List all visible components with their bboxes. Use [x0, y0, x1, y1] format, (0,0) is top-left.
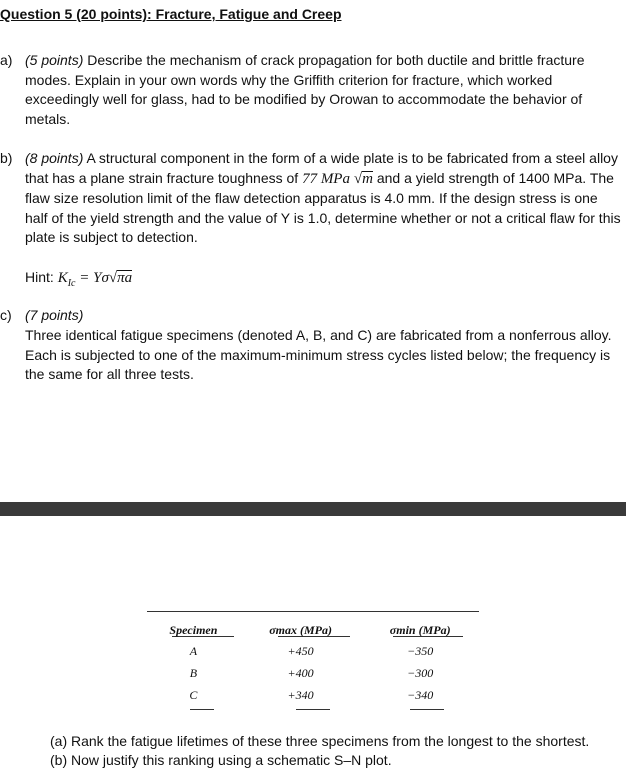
row-underline-max	[296, 709, 330, 710]
toughness-unit: m	[362, 170, 373, 187]
col-header-sigma-min: σmin (MPa)	[389, 623, 451, 637]
stress-table	[147, 611, 479, 706]
cell-sigma-min: −300	[407, 665, 434, 680]
table-row	[147, 684, 479, 706]
toughness-value: 77 MPa	[302, 170, 350, 187]
hint-label: Hint:	[25, 269, 58, 285]
part-a-label: a)	[0, 52, 13, 68]
hint-sqrt: πa	[117, 270, 133, 286]
table-row	[147, 662, 479, 684]
question-justify: (b) Now justify this ranking using a schematic S–N plot.	[50, 752, 392, 768]
part-b-text: (8 points) A structural component in the form of a wide plate is to be fabricated from a steel alloy that has a plane strain fracture toughness of 77 MPa √m and a yield strength of 1400 MPa. The flaw size resolution limit of the flaw detection apparatus is 4.0 mm. If the design stress is one half of the yield strength and the value of Y is 1.0, determine whether or not a critical flaw for this plate is subject to detection.	[25, 150, 621, 246]
hint: Hint: $K_{Ic} = Y\sigma√\pi a$	[25, 269, 133, 289]
question-rank: (a) Rank the fatigue lifetimes of these three specimens from the longest to the shortest.	[50, 733, 590, 749]
part-b-body-2: and a yield strength of 1400 MPa. The flaw size resolution limit of the flaw detection apparatus is 4.0 mm. If the design stress is one half of the yield strength and the value of Y is 1.0, determine whether or not a critical flaw for this plate is subject to detection.	[25, 169, 621, 246]
part-b-body-1: A structural component in the form of a wide plate is to be fabricated from a steel alloy that has a plane strain fracture toughness of	[25, 150, 618, 186]
table-row	[147, 640, 479, 662]
part-a-text	[25, 51, 623, 129]
divider-bar	[0, 502, 626, 516]
col-header-sigma-max: σmax (MPa)	[269, 623, 332, 637]
cell-sigma-min: −340	[407, 687, 434, 702]
cell-specimen: B	[189, 665, 198, 680]
row-underline-min	[410, 709, 444, 710]
cell-sigma-max: +400	[287, 665, 314, 680]
hint-sub: Ic	[67, 277, 76, 289]
part-b-points: (8 points)	[25, 150, 84, 166]
cell-sigma-max: +450	[287, 643, 314, 658]
cell-sigma-max: +340	[287, 687, 314, 702]
cell-specimen: C	[189, 687, 198, 702]
hint-k: K	[57, 270, 68, 286]
part-c-body: Three identical fatigue specimens (denoted A, B, and C) are fabricated from a nonferrous alloy. Each is subjected to one of the maximum-minimum stress cycles listed below; the frequency is the same for all three tests.	[25, 327, 612, 383]
part-c-points: (7 points)	[25, 307, 84, 323]
hint-eq: = Yσ	[75, 270, 109, 286]
cell-specimen: A	[189, 643, 198, 658]
page-title: Question 5 (20 points): Fracture, Fatigue and Creep	[0, 6, 342, 22]
row-underline-specimen	[190, 709, 214, 710]
cell-sigma-min: −350	[407, 643, 434, 658]
col-header-specimen: Specimen	[169, 623, 218, 637]
part-a-points: (5 points)	[25, 52, 84, 68]
part-a-body: Describe the mechanism of crack propagation for both ductile and brittle fracture modes. Explain in your own words why the Griffith criterion for fracture, which worked exceedingly well for glass, had to be modified by Orowan to accommodate the behavior of metals.	[25, 52, 585, 127]
part-b-label: b)	[0, 150, 13, 166]
part-c-label: c)	[0, 307, 12, 323]
